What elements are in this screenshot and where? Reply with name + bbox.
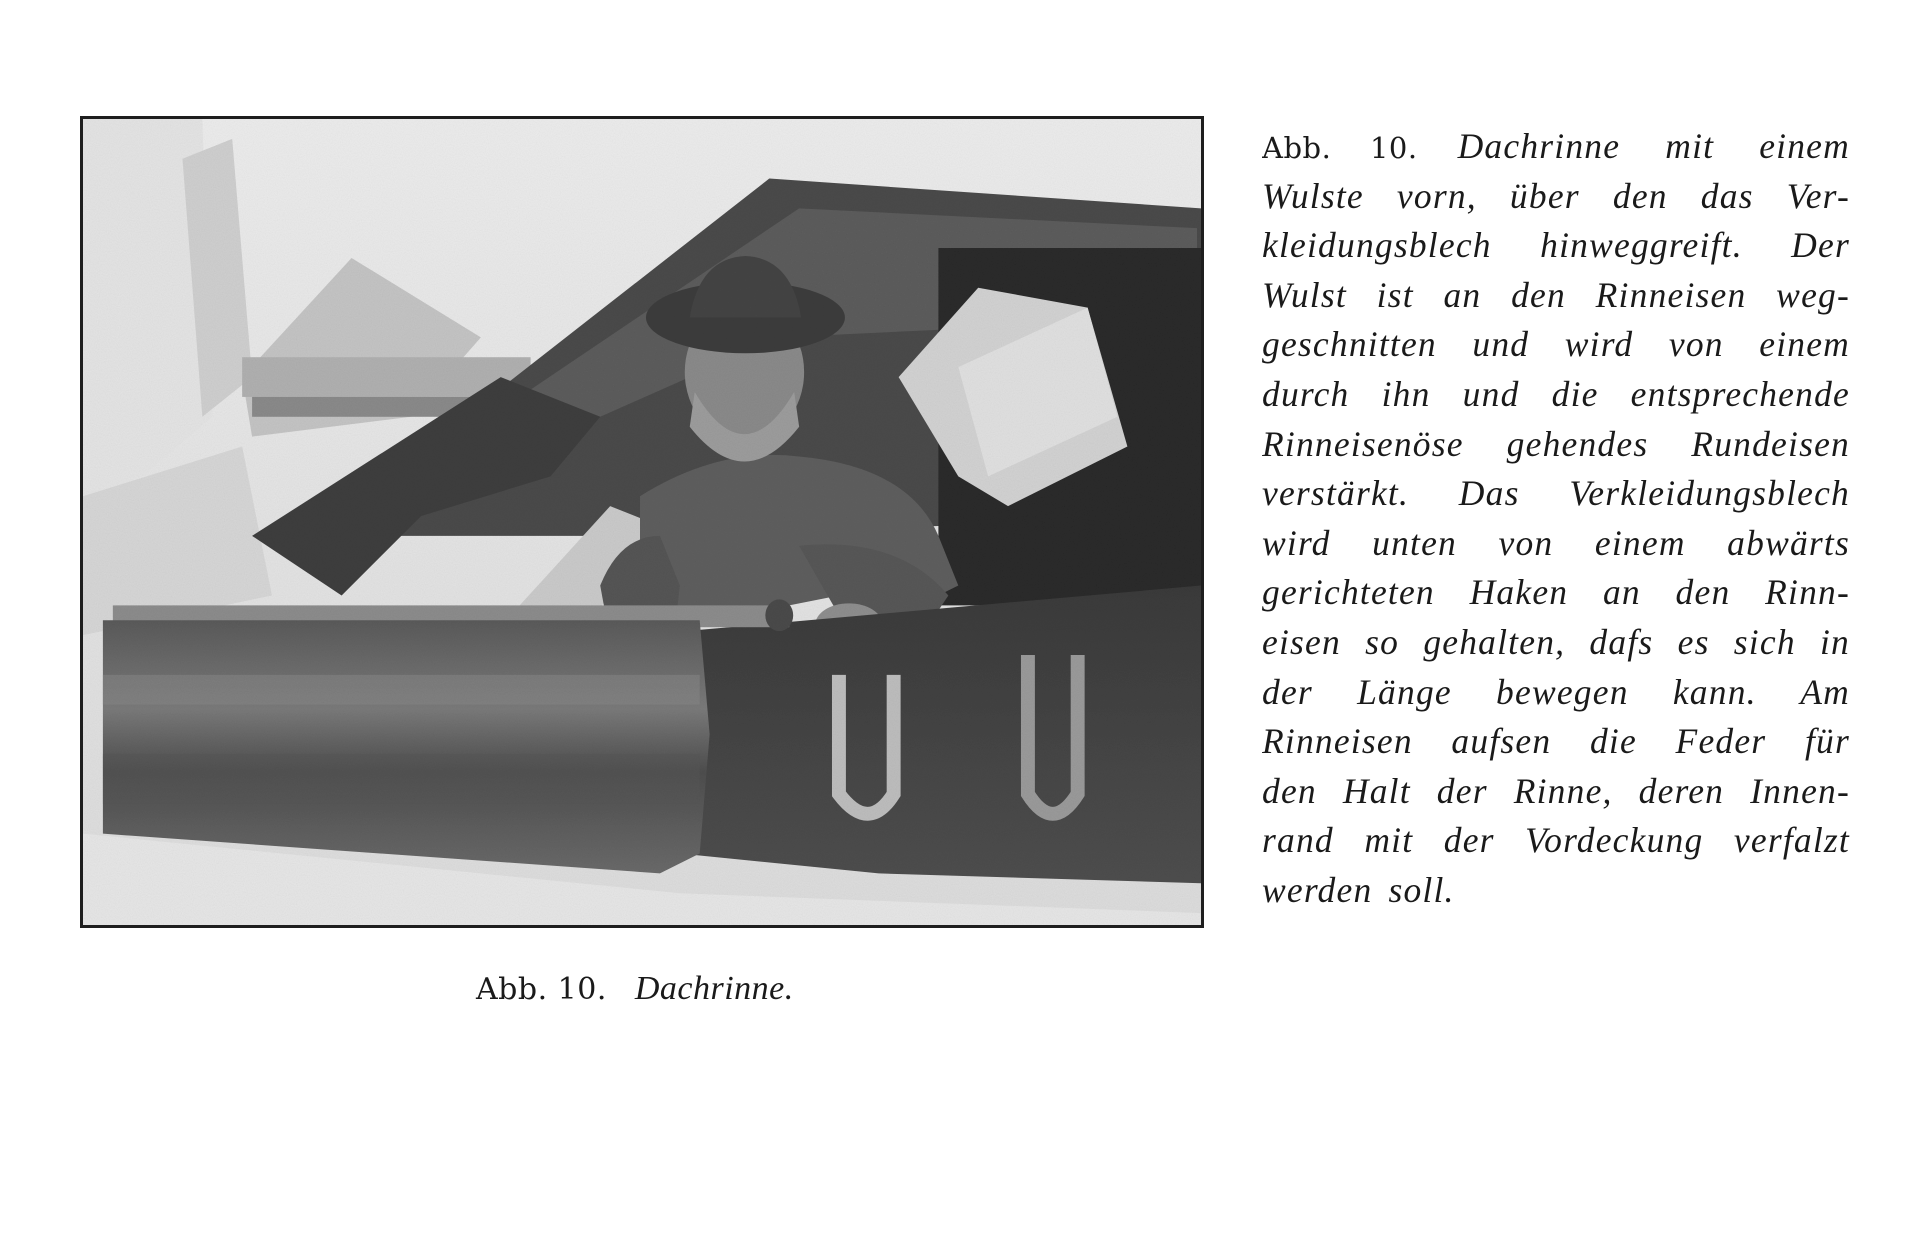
description-line-14: den Halt der Rinne, deren Innen-	[1262, 770, 1850, 811]
description-line-9: wird unten von einem abwärts	[1262, 522, 1850, 563]
description-line-4: Wulst ist an den Rinneisen weg-	[1262, 274, 1850, 315]
description-line-11: eisen so gehalten, dafs es sich in	[1262, 621, 1850, 662]
description-line-3: kleidungsblech hinweggreift. Der	[1262, 225, 1850, 266]
figure-description	[1262, 122, 1850, 916]
description-label: Abb. 10.	[1262, 131, 1418, 165]
description-line-15: rand mit der Vordeckung verfalzt	[1262, 820, 1850, 861]
figure-caption	[476, 970, 794, 1008]
description-line-5: geschnitten und wird von einem	[1262, 324, 1850, 365]
photo-illustration	[83, 119, 1201, 925]
description-line-12: der Länge bewegen kann. Am	[1262, 671, 1850, 712]
figure-number: Abb. 10.	[476, 972, 607, 1007]
description-line-16: werden soll.	[1262, 869, 1455, 910]
description-line-6: durch ihn und die entsprechende	[1262, 373, 1850, 414]
description-line-7: Rinneisenöse gehendes Rundeisen	[1262, 423, 1850, 464]
description-line-2: Wulste vorn, über den das Ver-	[1262, 175, 1850, 216]
description-line-10: gerichteten Haken an den Rinn-	[1262, 572, 1850, 613]
gutter-photograph	[80, 116, 1204, 928]
description-line-8: verstärkt. Das Verkleidungsblech	[1262, 473, 1850, 514]
description-line-13: Rinneisen aufsen die Feder für	[1262, 721, 1850, 762]
description-line-1: Abb. 10. Dachrinne mit einem	[1262, 126, 1850, 166]
figure-title: Dachrinne.	[634, 970, 794, 1007]
